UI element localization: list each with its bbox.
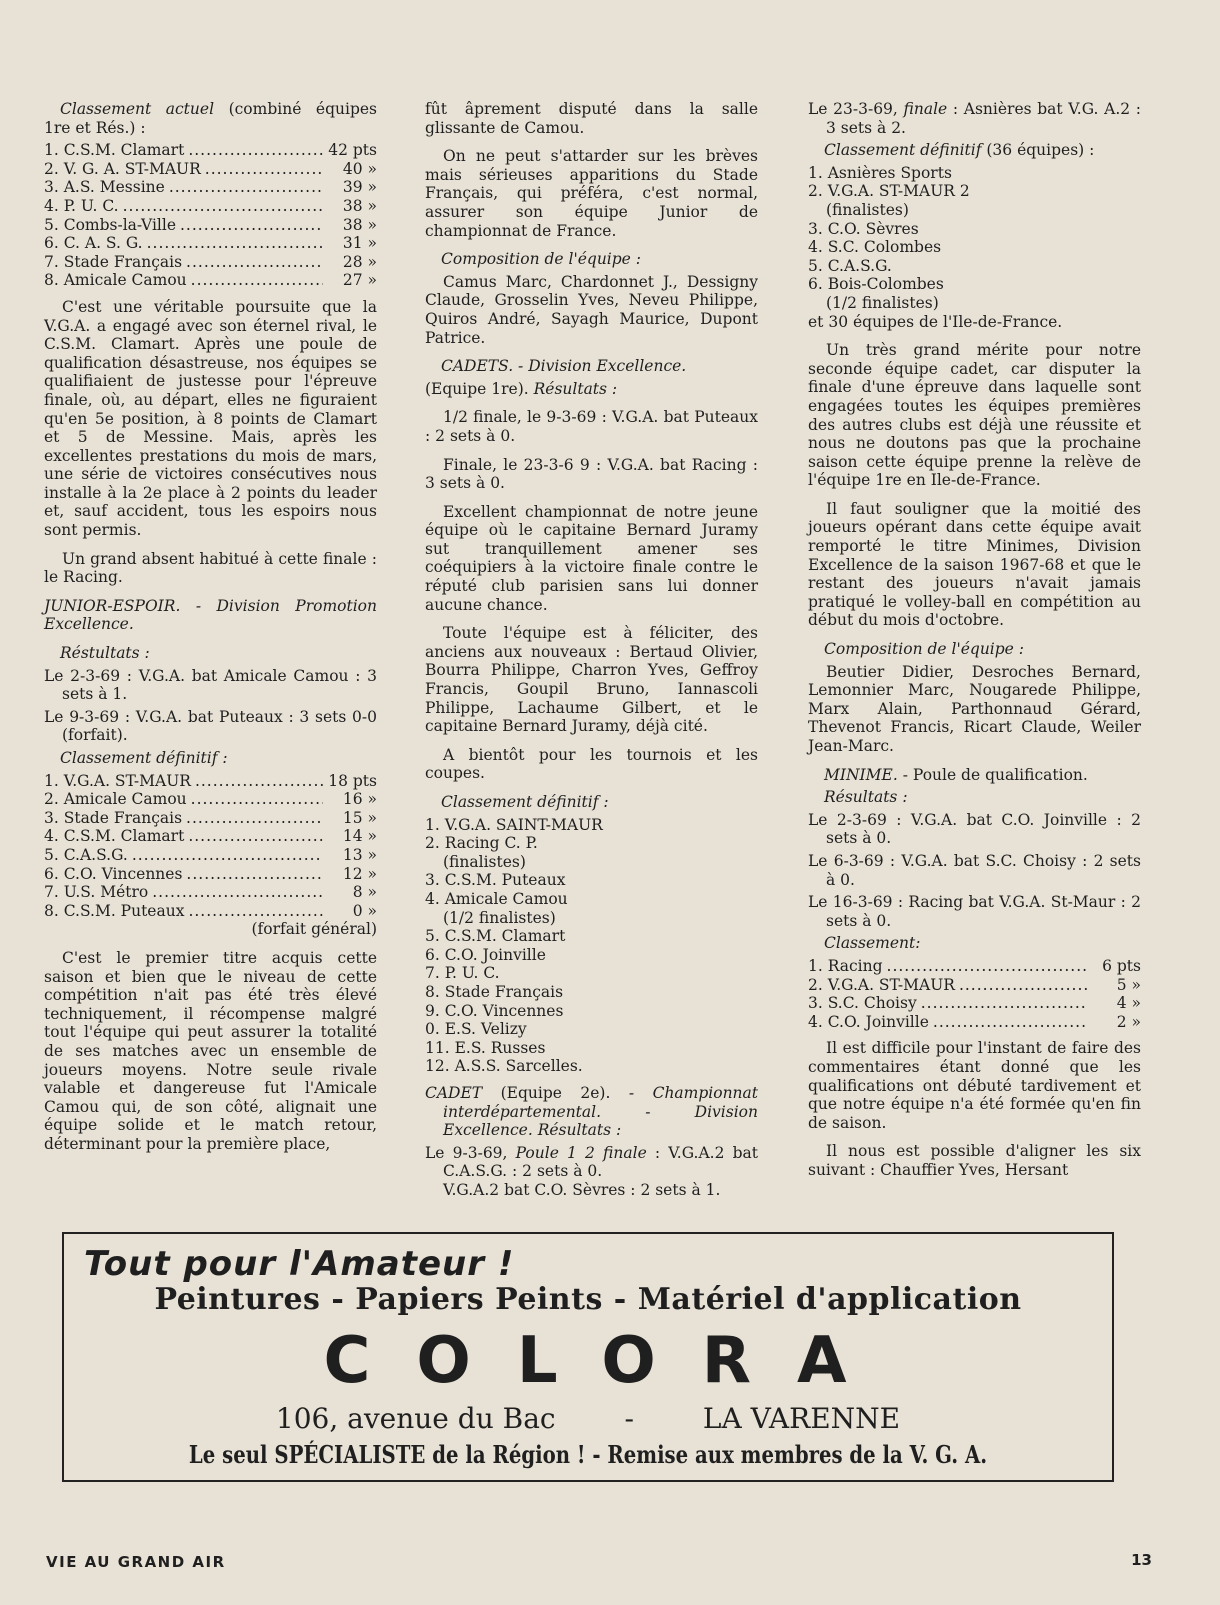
team-name: 5. C.A.S.G. [44, 845, 128, 864]
result-line: Le 6-3-69 : V.G.A. bat S.C. Choisy : 2 sets à 0. [808, 851, 1141, 889]
ad-brand: COLORA [323, 1324, 893, 1398]
paragraph: Excellent championnat de notre jeune équipe où le capitaine Bernard Juramy sut tranquillement amener ses coéquipiers à la victoire finale contre le réputé club parisien sans lui donner aucune chance. [425, 502, 758, 614]
leader-dots [195, 772, 323, 791]
ad-address [64, 1402, 1112, 1435]
team-name: 3. A.S. Messine [44, 178, 165, 197]
ranking-row [44, 234, 377, 253]
heading-classement-actuel: Classement actuel (combiné équipes 1re et Rés.) : [44, 100, 377, 137]
leader-dots [188, 827, 323, 846]
team-points: 15 » [342, 808, 377, 827]
team-name: 1. C.S.M. Clamart [44, 141, 185, 160]
paragraph: Il est difficile pour l'instant de faire des commentaires étant donné que les qualifications ont débuté tardivement et que notre équipe n'a été formée qu'en fin de saison. [808, 1039, 1141, 1132]
result-line: Le 2-3-69 : V.G.A. bat Amicale Camou : 3 sets à 1. [44, 666, 377, 704]
list-item: 1. V.G.A. SAINT-MAUR [425, 815, 603, 834]
paragraph: Beutier Didier, Desroches Bernard, Lemonnier Marc, Nougarede Philippe, Marx Alain, Parthonnaud Gérard, Thevenot Francis, Ricart Claude, Weiler Jean-Marc. [808, 662, 1141, 755]
ranking-row [44, 809, 377, 828]
result-line: Le 16-3-69 : Racing bat V.G.A. St-Maur : 2 sets à 0. [808, 893, 1141, 930]
team-points: 6 pts [1102, 956, 1141, 975]
team-points: 42 pts [328, 141, 377, 160]
paragraph: Un grand absent habitué à cette finale : le Racing. [44, 549, 377, 587]
list-note: (1/2 finalistes) [826, 293, 939, 312]
list-item: 4. S.C. Colombes [808, 238, 942, 257]
column-2 [425, 100, 758, 1199]
section-heading: JUNIOR-ESPOIR. - Division Promotion Excellence. [44, 596, 377, 634]
list-item: 2. V.G.A. ST-MAUR 2 [808, 182, 970, 201]
section-heading: MINIME. - Poule de qualification. [824, 765, 1088, 784]
team-name: 4. P. U. C. [44, 196, 119, 215]
list-item: 8. Stade Français [425, 982, 564, 1001]
paragraph: Toute l'équipe est à féliciter, des anciens aux nouveaux : Bertaud Olivier, Bourra Philippe, Charron Yves, Geffroy Francis, Goupil Bruno, Iannascoli Philippe, Lachaume Gilbert, et le capitaine Bernard Juramy, déjà cité. [425, 624, 758, 736]
leader-dots [188, 141, 323, 160]
team-name: 3. Stade Français [44, 808, 183, 827]
result-line: Le 2-3-69 : V.G.A. bat C.O. Joinville : 2 sets à 0. [808, 810, 1141, 848]
list-item: 4. Amicale Camou [425, 889, 568, 908]
ad-separator: - [624, 1402, 634, 1435]
result-line: Le 9-3-69, Poule 1 2 finale : V.G.A.2 bat C.A.S.G. : 2 sets à 0. [425, 1143, 758, 1181]
result-line: V.G.A.2 bat C.O. Sèvres : 2 sets à 1. [443, 1180, 721, 1199]
team-name: 4. C.O. Joinville [808, 1012, 929, 1031]
list-note: (1/2 finalistes) [443, 908, 556, 927]
paragraph: On ne peut s'attarder sur les brèves mais sérieuses apparitions du Stade Français, qui préféra, c'est normal, assurer son équipe Junior de championnat de France. [425, 147, 758, 240]
list-item: 0. E.S. Velizy [425, 1020, 527, 1039]
result-line: 1/2 finale, le 9-3-69 : V.G.A. bat Puteaux : 2 sets à 0. [425, 408, 758, 445]
team-points: 18 pts [328, 771, 377, 790]
subheading: Résultats : [824, 788, 908, 807]
team-points: 28 » [342, 252, 377, 271]
ad-city: LA VARENNE [702, 1402, 901, 1435]
team-name: 6. C.O. Vincennes [44, 864, 183, 883]
magazine-title: VIE AU GRAND AIR [46, 1553, 226, 1571]
ad-tagline: Le seul SPÉCIALISTE de la Région ! - Remise aux membres de la V. G. A. [188, 1440, 988, 1469]
leader-dots [186, 865, 323, 884]
ranking-row [44, 197, 377, 216]
team-name: 7. Stade Français [44, 252, 183, 271]
team-points: 5 » [1116, 975, 1141, 994]
team-points: 2 » [1116, 1012, 1141, 1031]
ranking-list [44, 141, 377, 290]
ad-products: Peintures - Papiers Peints - Matériel d'application [154, 1282, 1022, 1317]
subheading: Composition de l'équipe : [441, 250, 642, 269]
paragraph: Il nous est possible d'aligner les six suivant : Chauffier Yves, Hersant [808, 1142, 1141, 1179]
leader-dots [191, 790, 323, 809]
ranking-row [808, 1013, 1141, 1032]
leader-dots [132, 846, 323, 865]
list-item: 6. C.O. Joinville [425, 945, 546, 964]
paragraph: Un très grand mérite pour notre seconde équipe cadet, car disputer la finale d'une épreuve dans laquelle sont engagées toutes les équipes premières des autres clubs est déjà une réussite et nous ne doutons pas que la prochaine saison cette équipe prenne la relève de l'équipe 1re en Ile-de-France. [808, 341, 1141, 490]
subheading: (Equipe 1re). Résultats : [425, 379, 618, 398]
team-points: 12 » [342, 864, 377, 883]
result-line: Le 9-3-69 : V.G.A. bat Puteaux : 3 sets 0-0 (forfait). [44, 707, 377, 745]
list-item: 6. Bois-Colombes [808, 275, 944, 294]
ranking-row [44, 790, 377, 809]
ranking-row [44, 271, 377, 290]
team-name: 7. U.S. Métro [44, 883, 149, 902]
ranking-row [44, 141, 377, 160]
list-item: 5. C.A.S.G. [808, 256, 892, 275]
note: et 30 équipes de l'Ile-de-France. [808, 312, 1063, 331]
paragraph: Camus Marc, Chardonnet J., Dessigny Claude, Grosselin Yves, Neveu Philippe, Quiros André, Sayagh Maurice, Dupont Patrice. [425, 272, 758, 347]
team-name: 3. S.C. Choisy [808, 994, 917, 1013]
ranking-row [44, 883, 377, 902]
paragraph: C'est le premier titre acquis cette saison et bien que le niveau de cette compétition n'ait pas été très élevé techniquement, il récompense malgré tout l'équipe qui peut assurer la totalité de ses matches avec un ensemble de joueurs moyens. Notre seule rivale valable et dangereuse fut l'Amicale Camou qui, de son côté, alignait une équipe solide et le match retour, déterminant pour la première place, [44, 948, 377, 1153]
section-heading: CADETS. - Division Excellence. [441, 357, 687, 376]
ranking-list [425, 816, 758, 1076]
ranking-row [44, 253, 377, 272]
ranking-row [808, 957, 1141, 976]
team-name: 8. Amicale Camou [44, 271, 187, 290]
result-line: Finale, le 23-3-6 9 : V.G.A. bat Racing : 3 sets à 0. [425, 455, 758, 493]
subheading: Classement: [824, 934, 921, 953]
list-item: 9. C.O. Vincennes [425, 1001, 564, 1020]
ranking-row [44, 902, 377, 921]
leader-dots [147, 234, 323, 253]
list-note: (finalistes) [826, 200, 909, 219]
leader-dots [169, 178, 323, 197]
ranking-row [44, 865, 377, 884]
list-item: 12. A.S.S. Sarcelles. [425, 1057, 583, 1076]
column-1 [44, 100, 377, 1163]
list-item: 5. C.S.M. Clamart [425, 927, 566, 946]
leader-dots [205, 160, 323, 179]
team-points: 31 » [342, 234, 377, 253]
page-number: 13 [1131, 1551, 1152, 1569]
team-name: 8. C.S.M. Puteaux [44, 901, 185, 920]
team-points: 40 » [342, 159, 377, 178]
ranking-row [44, 827, 377, 846]
list-item: 3. C.O. Sèvres [808, 219, 919, 238]
section-heading: CADET (Equipe 2e). - Championnat interdépartemental. - Division Excellence. Résultats : [425, 1083, 759, 1140]
leader-dots [188, 902, 323, 921]
ranking-list [808, 957, 1141, 1031]
team-points: 8 » [352, 883, 377, 902]
result-line: Le 23-3-69, finale : Asnières bat V.G. A.2 : 3 sets à 2. [808, 100, 1141, 137]
team-name: 1. Racing [808, 956, 883, 975]
team-points: 0 » [352, 901, 377, 920]
subheading: Classement définitif : [441, 793, 609, 811]
leader-dots [152, 883, 323, 902]
leader-dots [186, 253, 323, 272]
team-name: 2. V.G.A. ST-MAUR [808, 975, 955, 994]
team-name: 1. V.G.A. ST-MAUR [44, 771, 191, 790]
leader-dots [959, 976, 1087, 995]
ranking-row [808, 994, 1141, 1013]
subheading: Composition de l'équipe : [824, 640, 1025, 659]
team-points: 38 » [342, 196, 377, 215]
subheading: Classement définitif : [60, 749, 228, 767]
list-item: 2. Racing C. P. [425, 834, 538, 853]
leader-dots [123, 197, 323, 216]
leader-dots [180, 216, 323, 235]
leader-dots [186, 809, 323, 828]
leader-dots [191, 271, 323, 290]
team-points: 14 » [342, 827, 377, 846]
team-points: 4 » [1116, 994, 1141, 1013]
team-points: 39 » [342, 178, 377, 197]
ranking-row [44, 178, 377, 197]
column-3 [808, 100, 1141, 1189]
ranking-row [44, 846, 377, 865]
ad-slogan: Tout pour l'Amateur ! [84, 1244, 515, 1284]
list-item: 11. E.S. Russes [425, 1038, 546, 1057]
team-name: 2. V. G. A. ST-MAUR [44, 159, 201, 178]
note: (forfait général) [251, 920, 377, 939]
list-item: 7. P. U. C. [425, 964, 500, 983]
team-points: 38 » [342, 215, 377, 234]
subheading: Classement définitif (36 équipes) : [824, 141, 1095, 160]
paragraph: A bientôt pour les tournois et les coupes. [425, 745, 758, 783]
paragraph: Il faut souligner que la moitié des joueurs opérant dans cette équipe avait remporté le titre Minimes, Division Excellence de la saison 1967-68 et que le restant des joueurs n'avait jamais pratiqué le volley-ball en compétition au début du mois d'octobre. [808, 499, 1141, 630]
ranking-row [44, 160, 377, 179]
ad-street: 106, avenue du Bac [275, 1402, 556, 1435]
ranking-list [44, 772, 377, 921]
team-name: 2. Amicale Camou [44, 790, 187, 809]
leader-dots [933, 1013, 1087, 1032]
paragraph: fût âprement disputé dans la salle glissante de Camou. [425, 100, 758, 137]
team-points: 13 » [342, 845, 377, 864]
leader-dots [921, 994, 1087, 1013]
team-name: 5. Combs-la-Ville [44, 215, 176, 234]
ranking-row [808, 976, 1141, 995]
leader-dots [887, 957, 1087, 976]
ranking-list [808, 164, 1141, 313]
subheading: Réstultats : [60, 644, 150, 663]
paragraph: C'est une véritable poursuite que la V.G.A. a engagé avec son éternel rival, le C.S.M. Clamart. Après une poule de qualification désastreuse, nos équipes se qualifiaient de justesse pour l'épreuve finale, où, au départ, elles ne figuraient qu'en 5e position, à 8 points de Clamart et 5 de Messine. Mais, après les excellentes prestations du mois de mars, une série de victoires consécutives nous installe à la 2e place à 2 points du leader et, sauf accident, tous les espoirs nous sont permis. [44, 297, 377, 540]
advertisement-box [62, 1232, 1114, 1482]
team-name: 4. C.S.M. Clamart [44, 827, 185, 846]
team-points: 16 » [342, 790, 377, 809]
list-note: (finalistes) [443, 852, 526, 871]
team-points: 27 » [342, 271, 377, 290]
team-name: 6. C. A. S. G. [44, 234, 143, 253]
ranking-row [44, 216, 377, 235]
list-item: 3. C.S.M. Puteaux [425, 871, 566, 890]
ranking-row [44, 772, 377, 791]
list-item: 1. Asnières Sports [808, 163, 952, 182]
